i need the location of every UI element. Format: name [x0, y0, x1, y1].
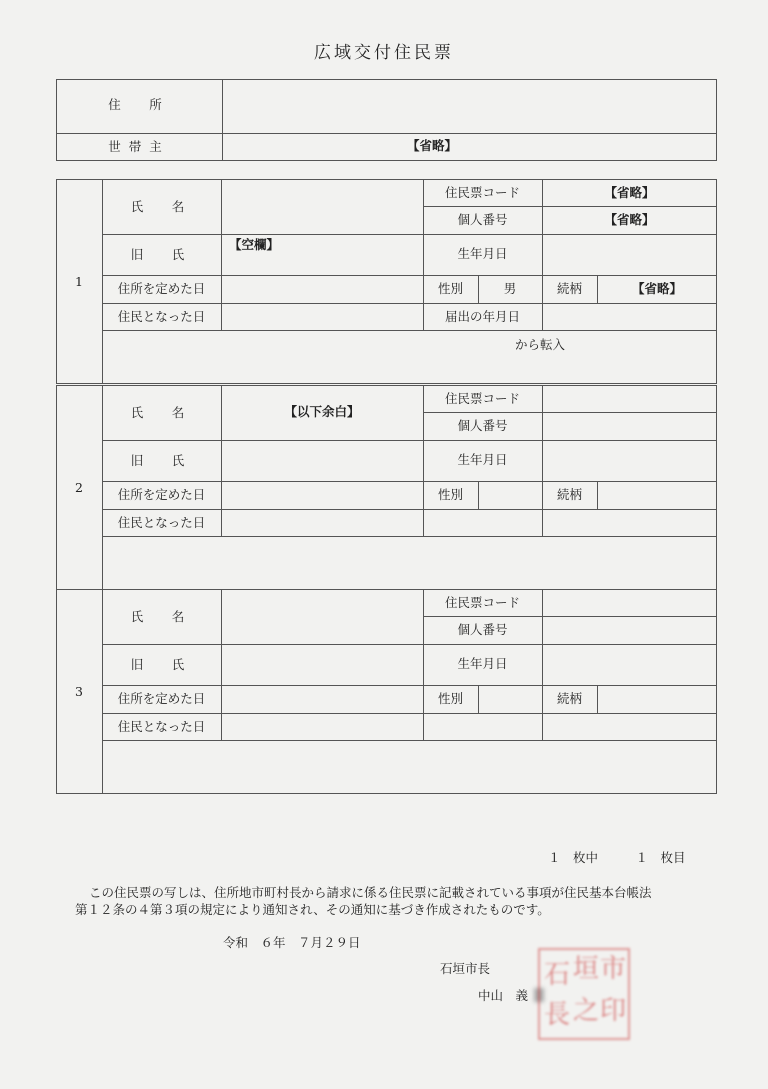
address-date-label: 住所を定めた日	[117, 691, 206, 706]
birthdate-label: 生年月日	[457, 452, 508, 467]
divider	[423, 616, 717, 617]
gender-label: 性別	[437, 281, 463, 296]
name-label: 氏 名	[130, 609, 193, 624]
divider	[102, 509, 717, 510]
issue-date: 令和 ６年 ７月２９日	[223, 935, 361, 950]
divider	[542, 179, 543, 330]
personal-number-label: 個人番号	[457, 622, 508, 637]
seal-char: 之	[573, 996, 600, 1026]
former-name-label: 旧 氏	[130, 247, 193, 262]
name-label: 氏 名	[130, 199, 193, 214]
statement-line-1: この住民票の写しは、住所地市町村長から請求に係る住民票に記載されている事項が住民基本台帳法	[89, 885, 652, 900]
divider	[423, 412, 717, 413]
notes-value: から転入	[515, 337, 566, 352]
resident-code-label: 住民票コード	[444, 595, 520, 610]
head-of-household-value: 【省略】	[406, 138, 457, 153]
seal-char: 垣	[573, 954, 600, 984]
personal-number-label: 個人番号	[457, 418, 508, 433]
divider	[102, 713, 717, 714]
address-date-label: 住所を定めた日	[117, 281, 206, 296]
former-name-label: 旧 氏	[130, 453, 193, 468]
former-name-label: 旧 氏	[130, 657, 193, 672]
divider	[221, 179, 222, 330]
divider	[423, 206, 717, 207]
resident-code-label: 住民票コード	[444, 391, 520, 406]
birthdate-label: 生年月日	[457, 246, 508, 261]
gender-label: 性別	[437, 487, 463, 502]
page-count: １ 枚中 １ 枚目	[548, 850, 686, 865]
resident-code-label: 住民票コード	[444, 185, 520, 200]
seal-char: 長	[544, 1000, 571, 1030]
divider	[102, 440, 717, 441]
person-number: 1	[75, 274, 83, 289]
former-name-value: 【空欄】	[229, 237, 280, 252]
relation-label: 続柄	[556, 281, 582, 296]
seal-char: 市	[600, 954, 627, 984]
divider	[102, 481, 717, 482]
divider	[102, 740, 717, 741]
person-number: 2	[75, 480, 83, 495]
seal-char: 石	[544, 960, 571, 990]
document-title: 広域交付住民票	[314, 43, 454, 63]
divider	[102, 275, 717, 276]
divider	[102, 536, 717, 537]
issuer-name: 中山 義	[478, 988, 529, 1003]
divider	[542, 385, 543, 536]
issuer-title: 石垣市長	[440, 961, 491, 976]
divider	[597, 481, 598, 509]
relation-value: 【省略】	[631, 281, 682, 296]
divider	[102, 685, 717, 686]
became-resident-label: 住民となった日	[117, 309, 206, 324]
personal-number-label: 個人番号	[457, 212, 508, 227]
became-resident-label: 住民となった日	[117, 515, 206, 530]
address-label: 住 所	[108, 97, 170, 112]
person-number: 3	[75, 684, 83, 699]
became-resident-label: 住民となった日	[117, 719, 206, 734]
relation-label: 続柄	[556, 691, 582, 706]
divider	[102, 330, 717, 331]
name-value: 【以下余白】	[284, 404, 360, 419]
relation-label: 続柄	[556, 487, 582, 502]
resident-code-value: 【省略】	[604, 185, 655, 200]
address-date-label: 住所を定めた日	[117, 487, 206, 502]
seal-char: 印	[600, 996, 627, 1026]
divider	[102, 234, 717, 235]
divider	[102, 303, 717, 304]
statement-line-2: 第１２条の４第３項の規定により通知され、その通知に基づき作成されたものです。	[75, 902, 550, 917]
divider	[478, 481, 479, 509]
gender-label: 性別	[437, 691, 463, 706]
name-label: 氏 名	[130, 405, 193, 420]
official-seal	[538, 948, 630, 1040]
divider	[597, 685, 598, 713]
divider	[221, 589, 222, 740]
head-of-household-label: 世帯主	[108, 139, 170, 154]
personal-number-value: 【省略】	[604, 212, 655, 227]
divider	[478, 685, 479, 713]
divider	[102, 644, 717, 645]
statement	[75, 884, 715, 918]
notification-date-label: 届出の年月日	[444, 309, 520, 324]
divider	[542, 589, 543, 740]
birthdate-label: 生年月日	[457, 656, 508, 671]
gender-value: 男	[503, 281, 517, 296]
divider	[56, 133, 717, 134]
